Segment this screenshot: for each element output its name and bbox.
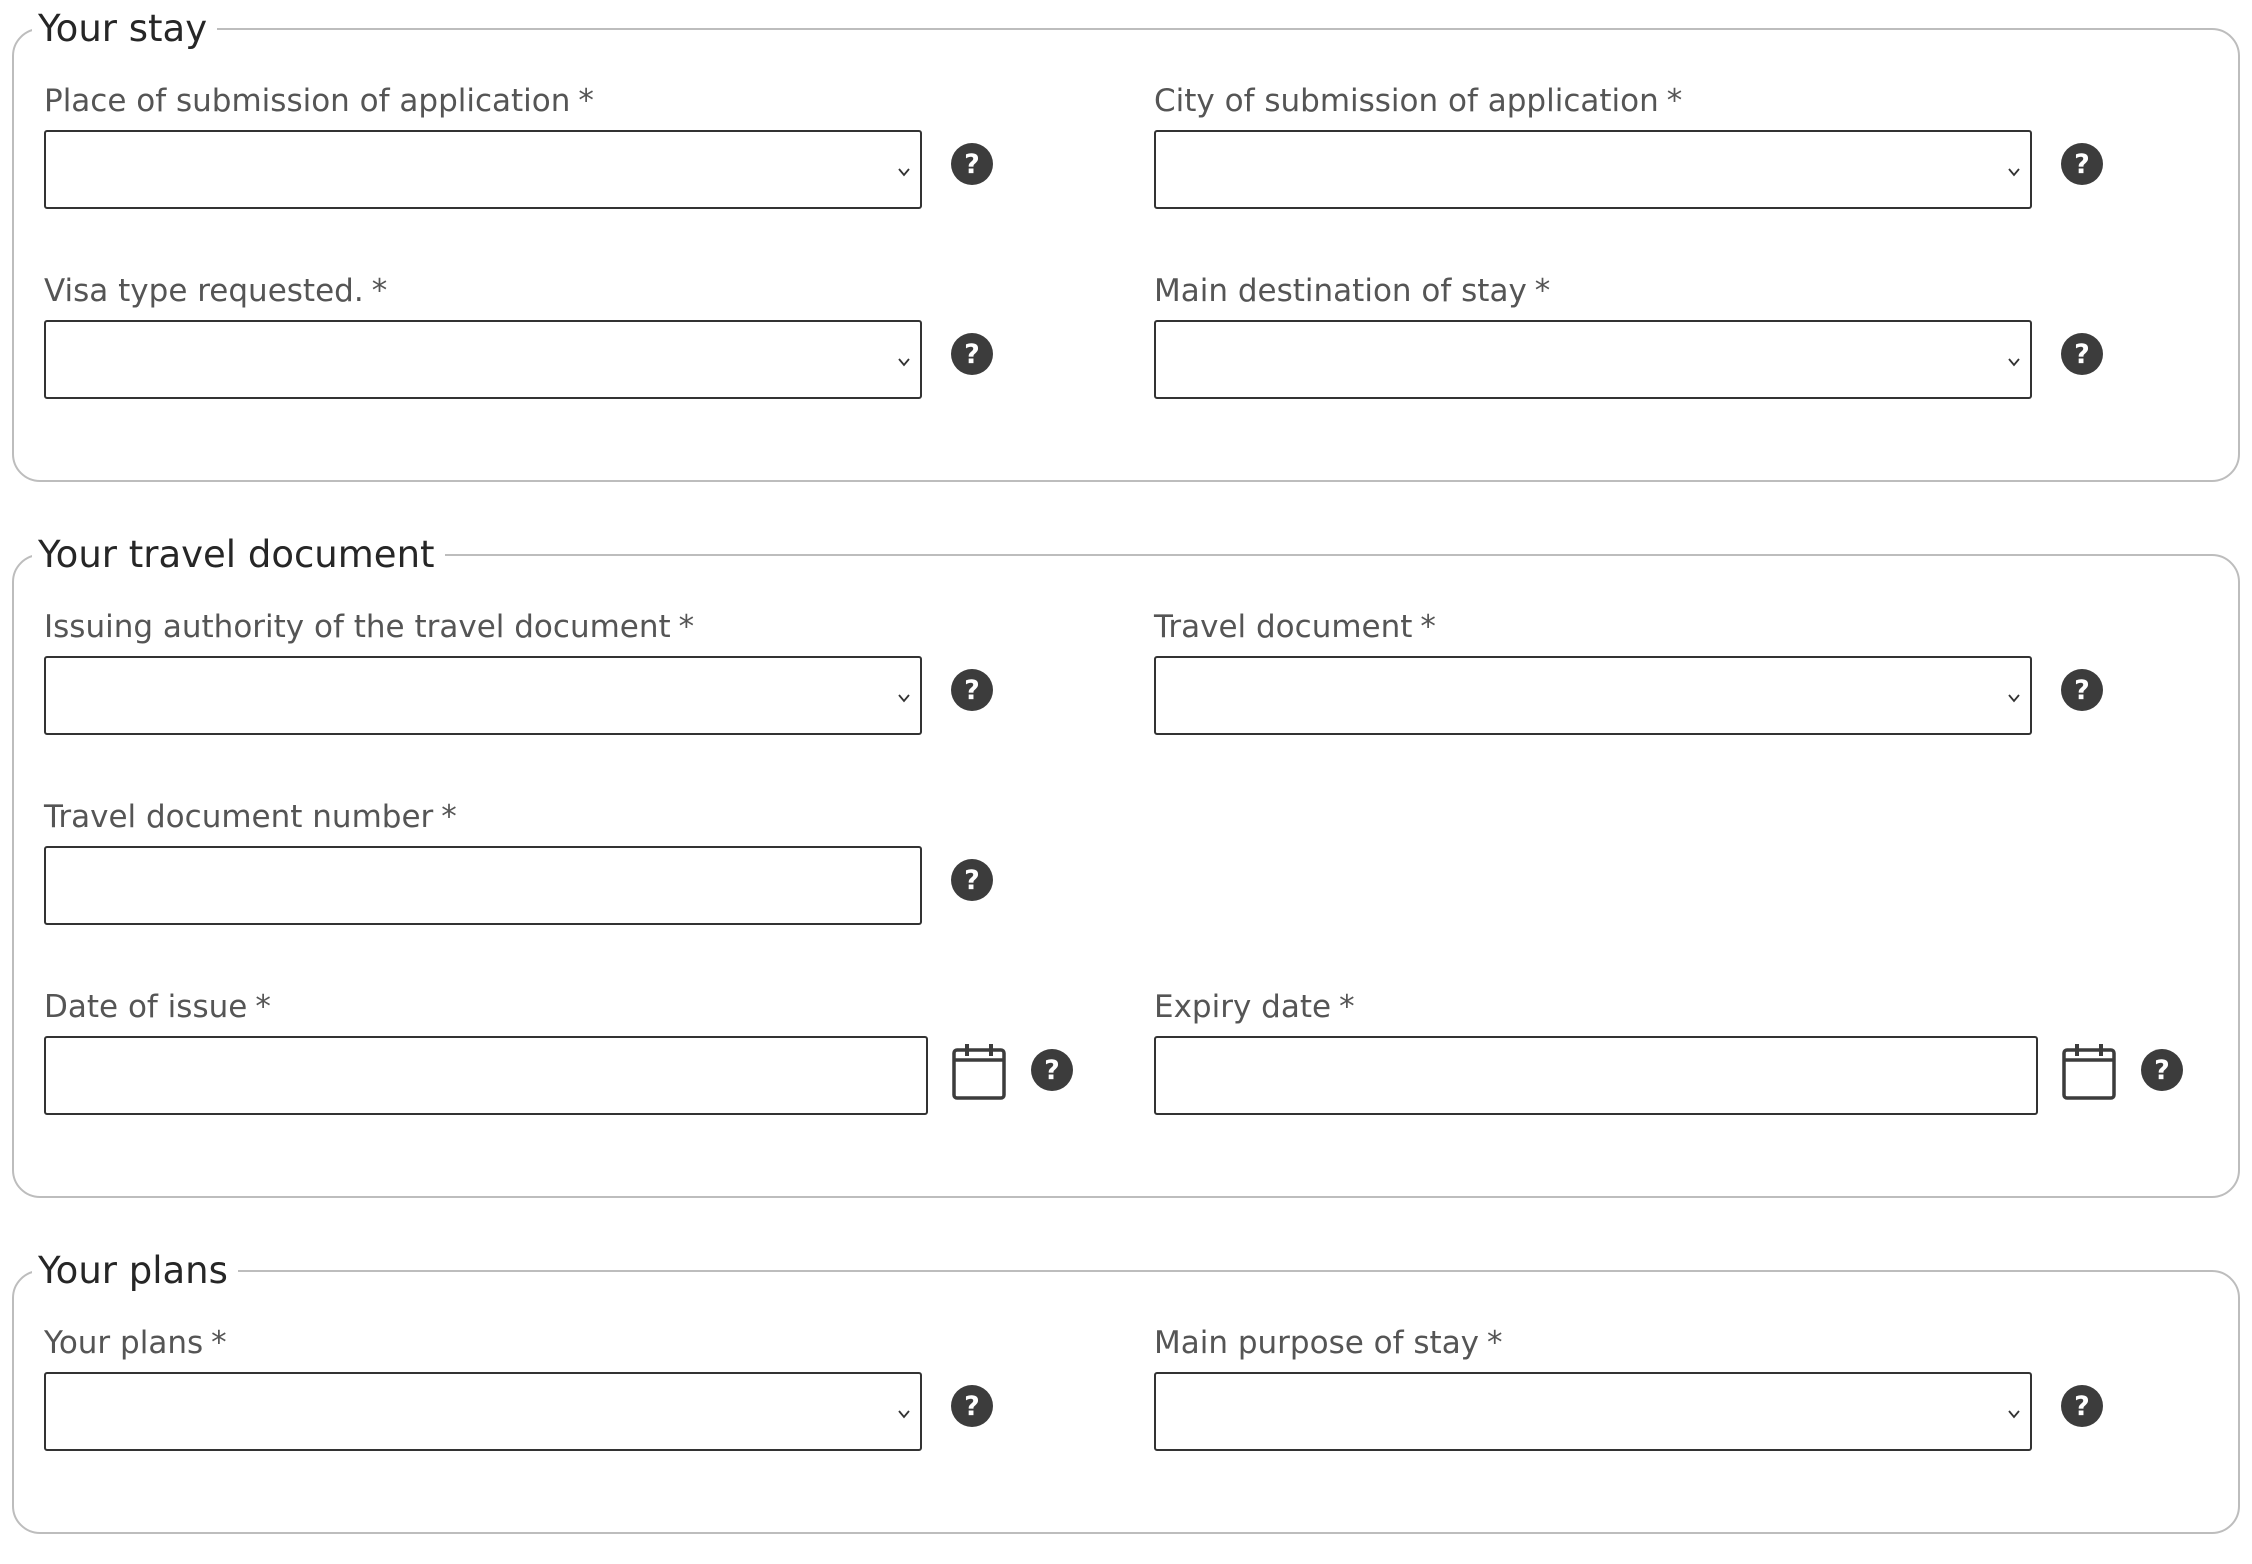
label-date-of-issue: Date of issue * bbox=[44, 989, 271, 1025]
label-issuing-authority: Issuing authority of the travel document * bbox=[44, 609, 695, 645]
chevron-down-icon bbox=[2006, 690, 2022, 706]
main-destination-select[interactable] bbox=[1154, 320, 2032, 399]
required-asterisk: * bbox=[1420, 609, 1436, 645]
label-main-destination: Main destination of stay * bbox=[1154, 273, 1551, 309]
svg-text:?: ? bbox=[964, 865, 980, 896]
help-icon[interactable] bbox=[950, 1384, 994, 1428]
svg-text:?: ? bbox=[964, 675, 980, 706]
calendar-icon[interactable] bbox=[952, 1042, 1006, 1100]
help-icon[interactable] bbox=[2060, 1384, 2104, 1428]
required-asterisk: * bbox=[1666, 83, 1683, 119]
chevron-down-icon bbox=[896, 1406, 912, 1422]
label-travel-document: Travel document * bbox=[1154, 609, 1436, 645]
date-of-issue-input[interactable] bbox=[44, 1036, 928, 1115]
issuing-authority-select[interactable] bbox=[44, 656, 922, 735]
svg-text:?: ? bbox=[2074, 149, 2090, 180]
main-purpose-select[interactable] bbox=[1154, 1372, 2032, 1451]
label-visa-type: Visa type requested. * bbox=[44, 273, 388, 309]
help-icon[interactable] bbox=[1030, 1048, 1074, 1092]
svg-text:?: ? bbox=[964, 1391, 980, 1422]
chevron-down-icon bbox=[2006, 1406, 2022, 1422]
your-plans-select[interactable] bbox=[44, 1372, 922, 1451]
help-icon[interactable] bbox=[2140, 1048, 2184, 1092]
svg-text:?: ? bbox=[2154, 1055, 2170, 1086]
help-icon[interactable] bbox=[950, 668, 994, 712]
required-asterisk: * bbox=[211, 1325, 227, 1361]
place-of-submission-select[interactable] bbox=[44, 130, 922, 209]
required-asterisk: * bbox=[255, 989, 271, 1025]
label-main-purpose: Main purpose of stay * bbox=[1154, 1325, 1503, 1361]
help-icon[interactable] bbox=[950, 332, 994, 376]
section-title-your-travel-document: Your travel document bbox=[38, 533, 435, 576]
chevron-down-icon bbox=[896, 164, 912, 180]
chevron-down-icon bbox=[896, 690, 912, 706]
section-title-your-plans: Your plans bbox=[38, 1249, 228, 1292]
label-travel-document-number: Travel document number * bbox=[44, 799, 457, 835]
svg-text:?: ? bbox=[2074, 1391, 2090, 1422]
required-asterisk: * bbox=[578, 83, 594, 119]
chevron-down-icon bbox=[2006, 354, 2022, 370]
travel-document-number-input[interactable] bbox=[44, 846, 922, 925]
help-icon[interactable] bbox=[950, 858, 994, 902]
required-asterisk: * bbox=[1339, 989, 1355, 1025]
required-asterisk: * bbox=[1534, 273, 1551, 309]
required-asterisk: * bbox=[371, 273, 388, 309]
chevron-down-icon bbox=[2006, 164, 2022, 180]
calendar-icon[interactable] bbox=[2062, 1042, 2116, 1100]
help-icon[interactable] bbox=[2060, 142, 2104, 186]
help-icon[interactable] bbox=[950, 142, 994, 186]
help-icon[interactable] bbox=[2060, 332, 2104, 376]
chevron-down-icon bbox=[896, 354, 912, 370]
city-of-submission-select[interactable] bbox=[1154, 130, 2032, 209]
required-asterisk: * bbox=[1487, 1325, 1503, 1361]
svg-text:?: ? bbox=[2074, 675, 2090, 706]
label-city-of-submission: City of submission of application * bbox=[1154, 83, 1683, 119]
help-icon[interactable] bbox=[2060, 668, 2104, 712]
visa-type-select[interactable] bbox=[44, 320, 922, 399]
fieldset-your-stay bbox=[12, 7, 2240, 482]
travel-document-select[interactable] bbox=[1154, 656, 2032, 735]
svg-text:?: ? bbox=[1044, 1055, 1060, 1086]
svg-text:?: ? bbox=[964, 149, 980, 180]
label-expiry-date: Expiry date * bbox=[1154, 989, 1355, 1025]
label-place-of-submission: Place of submission of application * bbox=[44, 83, 594, 119]
required-asterisk: * bbox=[441, 799, 457, 835]
svg-text:?: ? bbox=[2074, 339, 2090, 370]
expiry-date-input[interactable] bbox=[1154, 1036, 2038, 1115]
svg-text:?: ? bbox=[964, 339, 980, 370]
label-your-plans: Your plans * bbox=[44, 1325, 227, 1361]
section-title-your-stay: Your stay bbox=[38, 7, 208, 50]
required-asterisk: * bbox=[678, 609, 695, 645]
